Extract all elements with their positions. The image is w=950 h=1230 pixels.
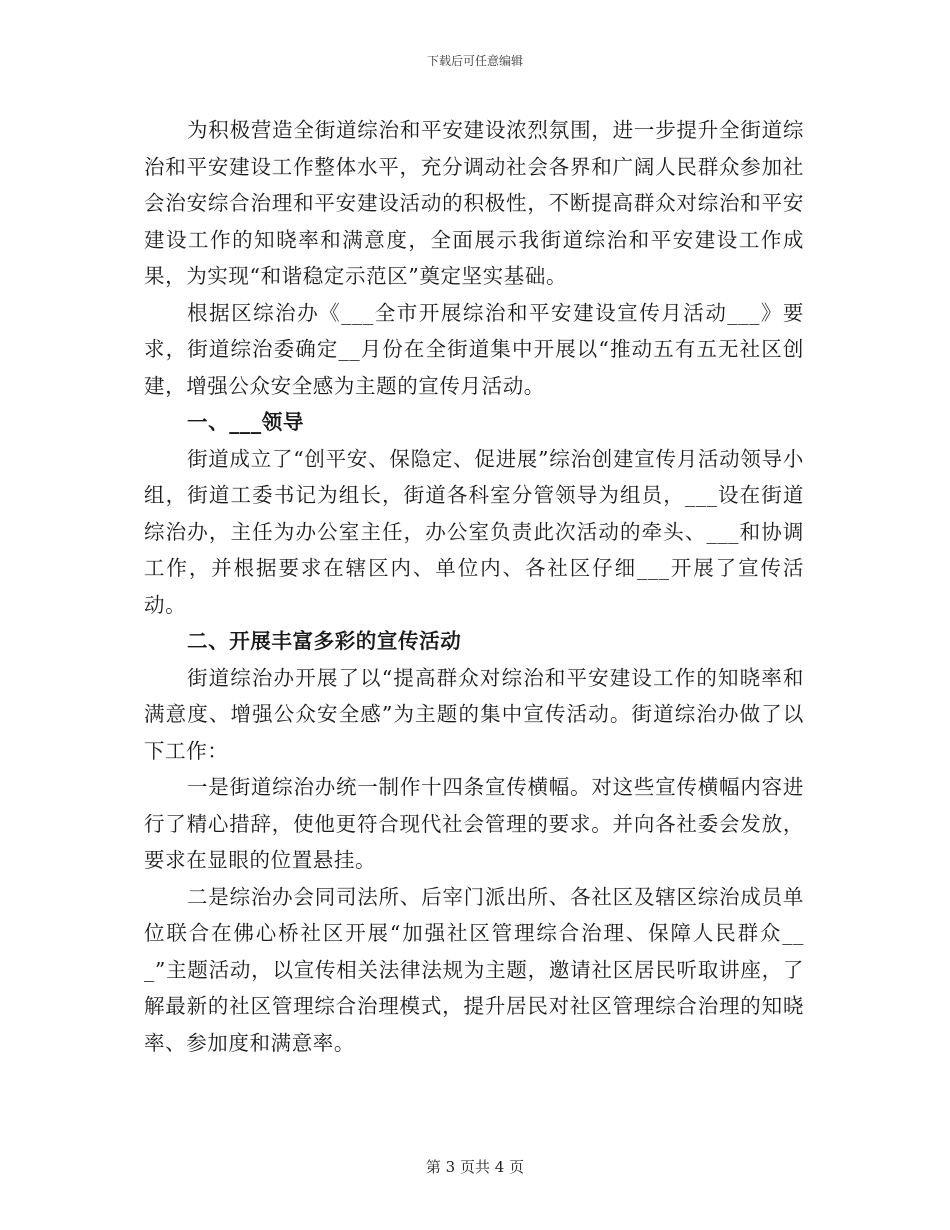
section-heading-activities: 二、开展丰富多彩的宣传活动: [187, 629, 462, 653]
paragraph-activities-intro: 街道综治办开展了以“提高群众对综治和平安建设工作的知晓率和满意度、增强公众安全感”为主题的集中宣传活动。街道综治办做了以下工作：: [144, 665, 804, 763]
section-heading-leadership: 一、___领导: [187, 410, 304, 434]
paragraph-banners: 一是街道综治办统一制作十四条宣传横幅。对这些宣传横幅内容进行了精心措辞，使他更符合现代社会管理的要求。并向各社委会发放，要求在显眼的位置悬挂。: [144, 775, 804, 872]
page-footer: 第 3 页共 4 页: [425, 1158, 525, 1176]
paragraph-basis: 根据区综治办《___全市开展综治和平安建设宣传月活动___》要求，街道综治委确定__月份在全街道集中开展以“推动五有五无社区创建，增强公众安全感为主题的宣传月活动。: [144, 300, 804, 398]
document-body: [144, 112, 804, 1061]
paragraph-intro: 为积极营造全街道综治和平安建设浓烈氛围，进一步提升全街道综治和平安建设工作整体水平，充分调动社会各界和广阔人民群众参加社会治安综合治理和平安建设活动的积极性，不断提高群众对综治和平安建设工作的知晓率和满意度，全面展示我街道综治和平安建设工作成果，为实现“和谐稳定示范区”奠定坚实基础。: [144, 118, 804, 288]
paragraph-leadership: 街道成立了“创平安、保隐定、促进展”综治创建宣传月活动领导小组，街道工委书记为组长，街道各科室分管领导为组员，___设在街道综治办，主任为办公室主任，办公室负责此次活动的牵头、___和协调工作，并根据要求在辖区内、单位内、各社区仔细___开展了宣传活动。: [144, 446, 804, 617]
paragraph-joint-event: 二是综治办会同司法所、后宰门派出所、各社区及辖区综治成员单位联合在佛心桥社区开展“加强社区管理综合治理、保障人民群众___”主题活动，以宣传相关法律法规为主题，邀请社区居民听取讲座，了解最新的社区管理综合治理模式，提升居民对社区管理综合治理的知晓率、参加度和满意率。: [144, 884, 804, 1055]
page-header: 下载后可任意编辑: [426, 54, 523, 68]
